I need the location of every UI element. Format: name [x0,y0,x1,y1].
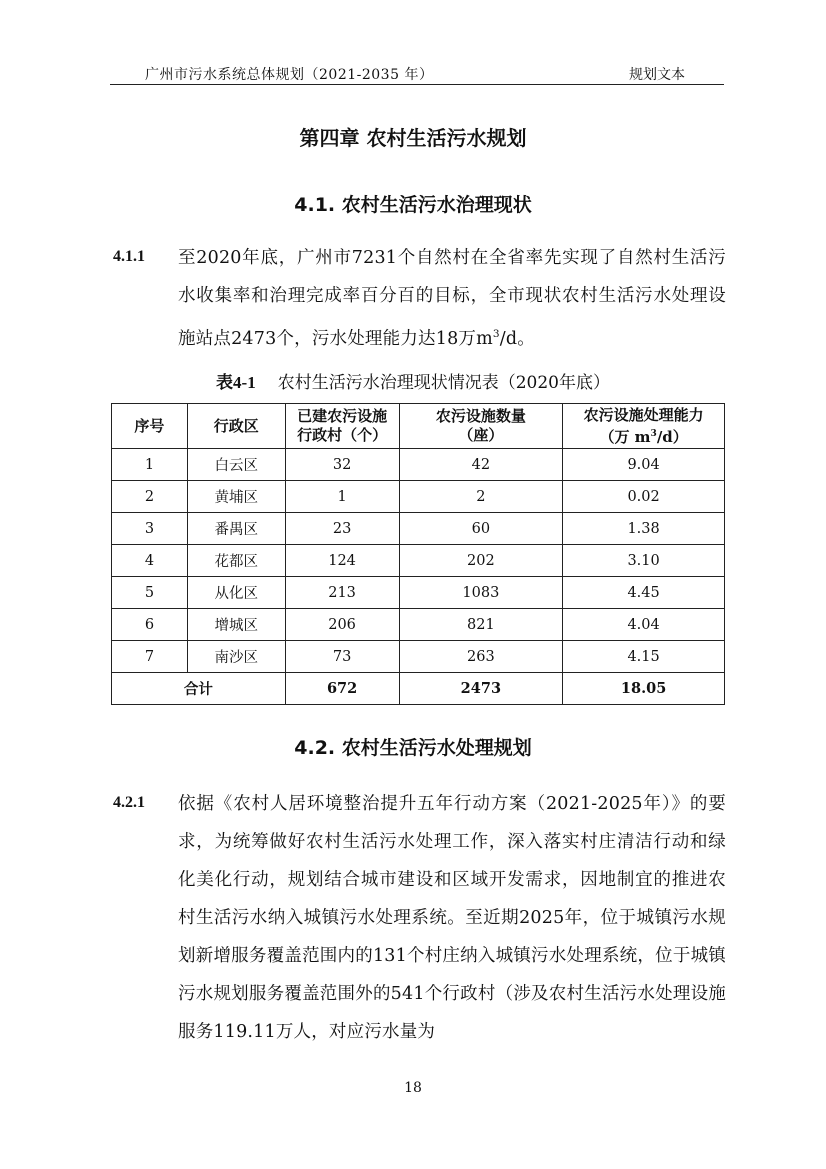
cell-total-capacity: 18.05 [563,673,725,705]
chapter-title: 第四章 农村生活污水规划 [299,126,527,150]
table-row [112,513,725,545]
cell-capacity: 4.04 [563,609,725,641]
paragraph-number-4-2-1: 4.2.1 [113,794,145,811]
table-row [112,481,725,513]
header-capacity [563,404,725,449]
cell-total-villages: 672 [285,673,399,705]
cell-facilities: 60 [399,513,563,545]
paragraph-4-1-1-superscript: 3 [492,328,500,340]
running-header-title: 广州市污水系统总体规划（2021-2035 年） [145,67,434,83]
page-number: 18 [404,1080,422,1096]
cell-index: 3 [112,513,188,545]
cell-district: 花都区 [187,545,285,577]
table-row [112,609,725,641]
cell-capacity: 4.45 [563,577,725,609]
header-villages-line1: 已建农污设施 [297,407,388,425]
cell-index: 1 [112,449,188,481]
cell-index: 2 [112,481,188,513]
header-divider [110,84,724,85]
paragraph-number-4-1-1: 4.1.1 [113,248,145,265]
table-caption [0,368,826,393]
header-capacity-line1: 农污设施处理能力 [583,405,704,424]
cell-villages: 23 [285,513,399,545]
cell-capacity: 4.15 [563,641,725,673]
cell-facilities: 1083 [399,577,563,609]
cell-villages: 124 [285,545,399,577]
cell-total-label: 合计 [112,673,286,705]
paragraph-4-1-1-suffix: /d。 [499,328,535,349]
cell-index: 4 [112,545,188,577]
cell-facilities: 2 [399,481,563,513]
cell-capacity: 3.10 [563,545,725,577]
cell-index: 6 [112,609,188,641]
header-villages-line2: 行政村（个） [297,426,388,444]
table-row [112,545,725,577]
cell-facilities: 202 [399,545,563,577]
section-title-4-2: 4.2. 农村生活污水处理规划 [294,737,532,759]
paragraph-4-1-1-text: 至2020年底，广州市7231个自然村在全省率先实现了自然村生活污水收集率和治理完成率百分百的目标，全市现状农村生活污水处理设施站点2473个，污水处理能力达18万m [178,248,726,349]
header-district: 行政区 [187,404,285,449]
cell-district: 番禺区 [187,513,285,545]
cell-villages: 213 [285,577,399,609]
header-capacity-line2-prefix: （万 m [599,427,651,446]
table-total-row [112,673,725,705]
cell-facilities: 821 [399,609,563,641]
running-header-doc-type: 规划文本 [629,67,685,83]
header-capacity-line2-suffix: /d） [656,427,688,446]
cell-district: 从化区 [187,577,285,609]
header-capacity-superscript: 3 [650,428,657,439]
header-facilities-line1: 农污设施数量 [435,407,526,425]
cell-district: 南沙区 [187,641,285,673]
cell-index: 7 [112,641,188,673]
header-villages [285,404,399,449]
cell-district: 白云区 [187,449,285,481]
header-facilities [399,404,563,449]
cell-total-facilities: 2473 [399,673,563,705]
cell-capacity: 9.04 [563,449,725,481]
cell-district: 黄埔区 [187,481,285,513]
cell-facilities: 263 [399,641,563,673]
rural-sewage-table [111,403,725,705]
cell-facilities: 42 [399,449,563,481]
table-caption-number: 表4-1 [216,373,256,392]
cell-villages: 1 [285,481,399,513]
paragraph-4-2-1: 依据《农村人居环境整治提升五年行动方案（2021-2025年）》的要求，为统筹做好农村生活污水处理工作，深入落实村庄清洁行动和绿化美化行动，规划结合城市建设和区域开发需求，因地制宜的推进农村生活污水纳入城镇污水处理系统。至近期2025年，位于城镇污水规划新增服务覆盖范围内的131个村庄纳入城镇污水处理系统，位于城镇污水规划服务覆盖范围外的541个行政村（涉及农村生活污水处理设施服务119.11万人，对应污水量为 [178,794,726,1042]
table-row [112,641,725,673]
cell-district: 增城区 [187,609,285,641]
section-title-4-1: 4.1. 农村生活污水治理现状 [294,194,532,216]
cell-capacity: 1.38 [563,513,725,545]
cell-villages: 206 [285,609,399,641]
header-index: 序号 [112,404,188,449]
table-row [112,577,725,609]
table-header-row [112,404,725,449]
table-caption-title: 农村生活污水治理现状情况表（2020年底） [277,373,610,393]
header-facilities-line2: （座） [458,426,504,444]
cell-villages: 73 [285,641,399,673]
cell-villages: 32 [285,449,399,481]
cell-capacity: 0.02 [563,481,725,513]
cell-index: 5 [112,577,188,609]
table-row [112,449,725,481]
paragraph-4-1-1 [178,239,726,358]
